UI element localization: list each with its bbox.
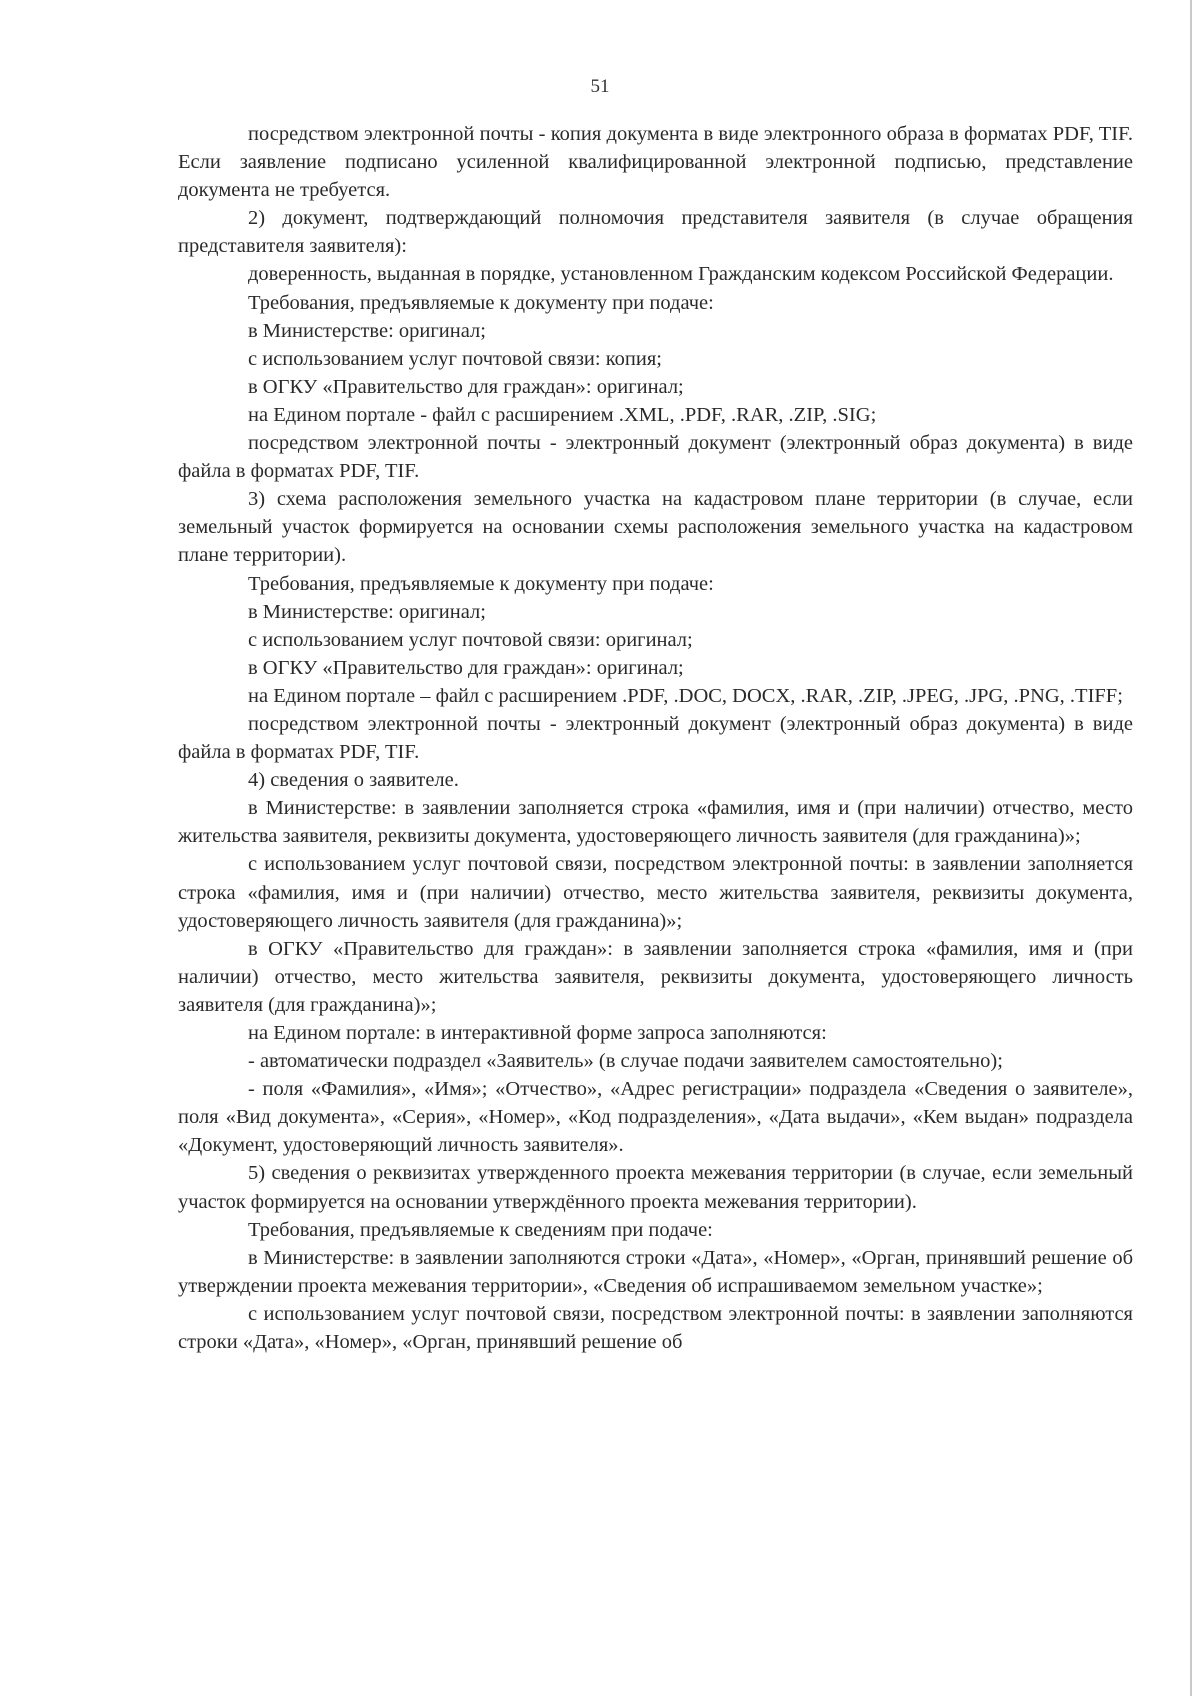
page-number: 51 [590, 76, 610, 97]
paragraph: с использованием услуг почтовой связи: оригинал; [248, 628, 693, 651]
paragraph: с использованием услуг почтовой связи, посредством электронной почты: в заявлении заполняется строка «фамилия, имя и (при наличии) отчество, место жительства заявителя, реквизиты документа, удостоверяющего личность заявителя (для гражданина)»; [178, 853, 1133, 932]
paragraph: на Едином портале - файл с расширением .XML, .PDF, .RAR, .ZIP, .SIG; [248, 403, 877, 426]
paragraph: Требования, предъявляемые к документу при подаче: [248, 572, 714, 595]
paragraph: в Министерстве: в заявлении заполняются строки «Дата», «Номер», «Орган, принявший решение об утверждении проекта межевания территории», «Сведения об испрашиваемом земельном участке»; [178, 1246, 1133, 1297]
paragraph: с использованием услуг почтовой связи: копия; [248, 347, 662, 370]
paragraph: в ОГКУ «Правительство для граждан»: оригинал; [248, 375, 684, 398]
document-body [178, 120, 1133, 1356]
paragraph: на Едином портале: в интерактивной форме запроса заполняются: [248, 1022, 827, 1044]
page-edge-line [1190, 0, 1192, 1696]
paragraph: Требования, предъявляемые к документу при подаче: [248, 291, 714, 314]
paragraph: 4) сведения о заявителе. [248, 769, 459, 792]
paragraph: в ОГКУ «Правительство для граждан»: в заявлении заполняется строка «фамилия, имя и (при наличии) отчество, место жительства заявителя, реквизиты документа, удостоверяющего личность заявителя (для гражданина)»; [178, 937, 1133, 1016]
paragraph: 3) схема расположения земельного участка на кадастровом плане территории (в случае, если земельный участок формируется на основании схемы расположения земельного участка на кадастровом плане территории). [178, 488, 1133, 567]
paragraph: посредством электронной почты - электронный документ (электронный образ документа) в виде файла в форматах PDF, TIF. [178, 712, 1133, 764]
paragraph: 2) документ, подтверждающий полномочия представителя заявителя (в случае обращения представителя заявителя): [178, 207, 1133, 258]
paragraph: - поля «Фамилия», «Имя»; «Отчество», «Адрес регистрации» подраздела «Сведения о заявителе», поля «Вид документа», «Серия», «Номер», «Код подразделения», «Дата выдачи», «Кем выдан» подраздела «Документ, удостоверяющий личность заявителя». [178, 1078, 1133, 1157]
paragraph: Требования, предъявляемые к сведениям при подаче: [248, 1218, 713, 1241]
paragraph: на Едином портале – файл с расширением .PDF, .DOC, DOCX, .RAR, .ZIP, .JPEG, .JPG, .PNG, .TIFF; [248, 684, 1123, 707]
paragraph: посредством электронной почты - электронный документ (электронный образ документа) в виде файла в форматах PDF, TIF. [178, 432, 1133, 483]
paragraph: с использованием услуг почтовой связи, посредством электронной почты: в заявлении заполняются строки «Дата», «Номер», «Орган, принявший решение об [178, 1302, 1133, 1354]
paragraph: - автоматически подраздел «Заявитель» (в случае подачи заявителем самостоятельно); [248, 1050, 1003, 1073]
paragraph: в Министерстве: оригинал; [248, 600, 486, 623]
paragraph: 5) сведения о реквизитах утвержденного проекта межевания территории (в случае, если земельный участок формируется на основании утверждённого проекта межевания территории). [178, 1162, 1133, 1213]
paragraph: доверенность, выданная в порядке, установленном Гражданским кодексом Российской Федерации. [248, 263, 1114, 286]
paragraph: в Министерстве: оригинал; [248, 319, 486, 342]
paragraph: в ОГКУ «Правительство для граждан»: оригинал; [248, 656, 684, 679]
paragraph: в Министерстве: в заявлении заполняется строка «фамилия, имя и (при наличии) отчество, место жительства заявителя, реквизиты документа, удостоверяющего личность заявителя (для гражданина)»; [178, 797, 1133, 848]
paragraph: посредством электронной почты - копия документа в виде электронного образа в форматах PDF, TIF. Если заявление подписано усиленной квалифицированной электронной подписью, представление документа не требуется. [178, 123, 1133, 202]
